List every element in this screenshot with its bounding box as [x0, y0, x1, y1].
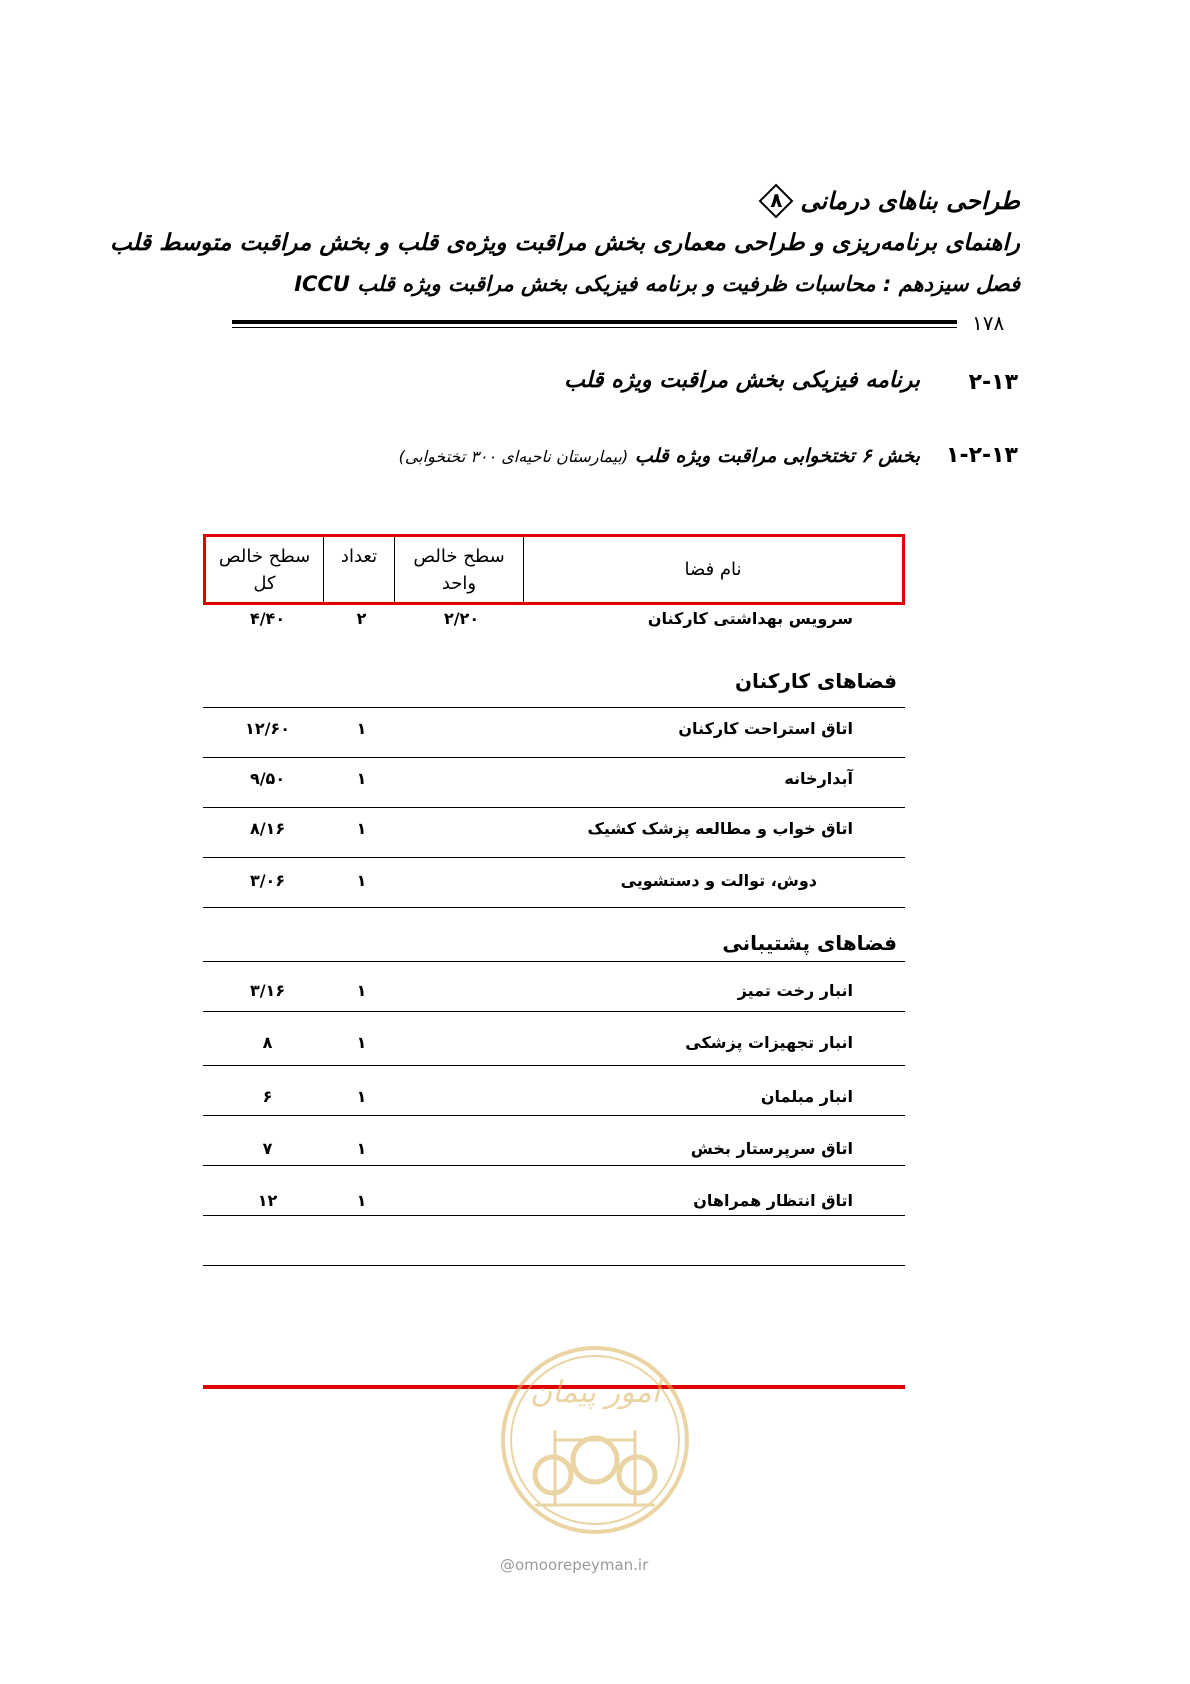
section-title: برنامه فیزیکی بخش مراقبت ویژه قلب [564, 368, 920, 393]
table-row [203, 1135, 905, 1189]
row-divider [203, 757, 905, 758]
cell-unit-area: ۲/۲۰ [443, 609, 480, 628]
cell-unit-area [397, 1083, 526, 1137]
cell-total-area: ۶ [262, 1087, 273, 1106]
table-row [203, 1083, 905, 1137]
cell-space-name: انبار رخت تمیز [737, 981, 853, 1000]
watermark-logo-text: امور پیمان [530, 1375, 660, 1410]
subsection-title-text: بخش ۶ تختخوابی مراقبت ویژه قلب [634, 445, 920, 467]
row-divider [203, 1165, 905, 1166]
cell-count: ۱ [356, 819, 367, 838]
section-number: ۲-۱۳ [968, 370, 1018, 395]
cell-total-area: ۱۲/۶۰ [245, 719, 290, 738]
cell-count: ۱ [356, 1139, 367, 1158]
category-heading: فضاهای پشتیبانی [722, 931, 897, 955]
table-row [203, 765, 905, 819]
cell-space-name: سرویس بهداشتی کارکنان [647, 609, 853, 628]
chapter-title: فصل سیزدهم : محاسبات ظرفیت و برنامه فیزیکی بخش مراقبت ویژه قلب ICCU [294, 272, 1020, 296]
book-number-badge [758, 183, 794, 219]
book-subtitle: راهنمای برنامه‌ریزی و طراحی معماری بخش مراقبت ویژه‌ی قلب و بخش مراقبت متوسط قلب [109, 230, 1020, 256]
space-program-table [203, 534, 905, 1210]
page-number: ۱۷۸ [972, 311, 1005, 335]
table-row [203, 1187, 905, 1241]
table-header-row [203, 534, 905, 605]
cell-total-area: ۱۲ [257, 1191, 278, 1210]
cell-total-area: ۸ [262, 1033, 273, 1052]
cell-count: ۱ [356, 719, 367, 738]
cell-unit-area [397, 1187, 526, 1241]
cell-count: ۱ [356, 871, 367, 890]
cell-space-name: اتاق خواب و مطالعه پزشک کشیک [587, 819, 853, 838]
cell-space-name: انبار تجهیزات پزشکی [685, 1033, 853, 1052]
row-divider [203, 707, 905, 708]
row-divider [203, 857, 905, 858]
watermark-logo [495, 1340, 695, 1540]
cell-space-name: دوش، توالت و دستشویی [620, 871, 817, 890]
header-count: تعداد [323, 537, 394, 602]
table-row [203, 977, 905, 1031]
cell-space-name: اتاق سرپرستار بخش [690, 1139, 853, 1158]
subsection-title [399, 445, 920, 467]
cell-total-area: ۸/۱۶ [249, 819, 286, 838]
header-rule-thick [232, 320, 957, 324]
header-name: نام فضا [523, 537, 902, 602]
cell-unit-area [397, 977, 526, 1031]
cell-count: ۱ [356, 1191, 367, 1210]
table-row [203, 605, 905, 659]
cell-count: ۱ [356, 1033, 367, 1052]
row-divider [203, 1265, 905, 1266]
cell-total-area: ۴/۴۰ [249, 609, 286, 628]
row-divider [203, 907, 905, 908]
cell-space-name: انبار مبلمان [760, 1087, 853, 1106]
row-divider [203, 1011, 905, 1012]
watermark-url: @omoorepeyman.ir [500, 1556, 649, 1574]
cell-unit-area [397, 1029, 526, 1083]
cell-unit-area [397, 765, 526, 819]
header-rule-thin [232, 327, 957, 328]
cell-total-area: ۳/۱۶ [249, 981, 286, 1000]
cell-unit-area [397, 867, 526, 921]
book-number: ۸ [770, 188, 783, 212]
cell-total-area: ۷ [262, 1139, 273, 1158]
table-row [203, 867, 905, 921]
book-title [754, 183, 1020, 219]
table-row [203, 715, 905, 769]
cell-unit-area [397, 715, 526, 769]
cell-count: ۱ [356, 769, 367, 788]
subsection-number: ۱-۲-۱۳ [946, 443, 1018, 468]
table-row [203, 815, 905, 869]
row-divider [203, 1065, 905, 1066]
cell-count: ۱ [356, 1087, 367, 1106]
cell-unit-area [397, 1135, 526, 1189]
subsection-note: (بیمارستان ناحیه‌ای ۳۰۰ تختخوابی) [398, 447, 629, 466]
row-divider [203, 1115, 905, 1116]
row-divider [203, 807, 905, 808]
cell-total-area: ۳/۰۶ [249, 871, 286, 890]
book-title-text: طراحی بناهای درمانی [800, 187, 1020, 215]
header-unit-area: سطح خالص واحد [394, 537, 523, 602]
cell-space-name: اتاق انتظار همراهان [693, 1191, 853, 1210]
cell-count: ۲ [356, 609, 367, 628]
cell-space-name: اتاق استراحت کارکنان [678, 719, 853, 738]
cell-unit-area [397, 815, 526, 869]
header-total-area: سطح خالص کل [218, 545, 311, 594]
cell-space-name: آبدارخانه [784, 769, 853, 788]
cell-total-area: ۹/۵۰ [249, 769, 286, 788]
row-divider [203, 1215, 905, 1216]
row-divider [203, 961, 905, 962]
table-row [203, 1029, 905, 1083]
category-heading: فضاهای کارکنان [734, 669, 897, 693]
cell-count: ۱ [356, 981, 367, 1000]
